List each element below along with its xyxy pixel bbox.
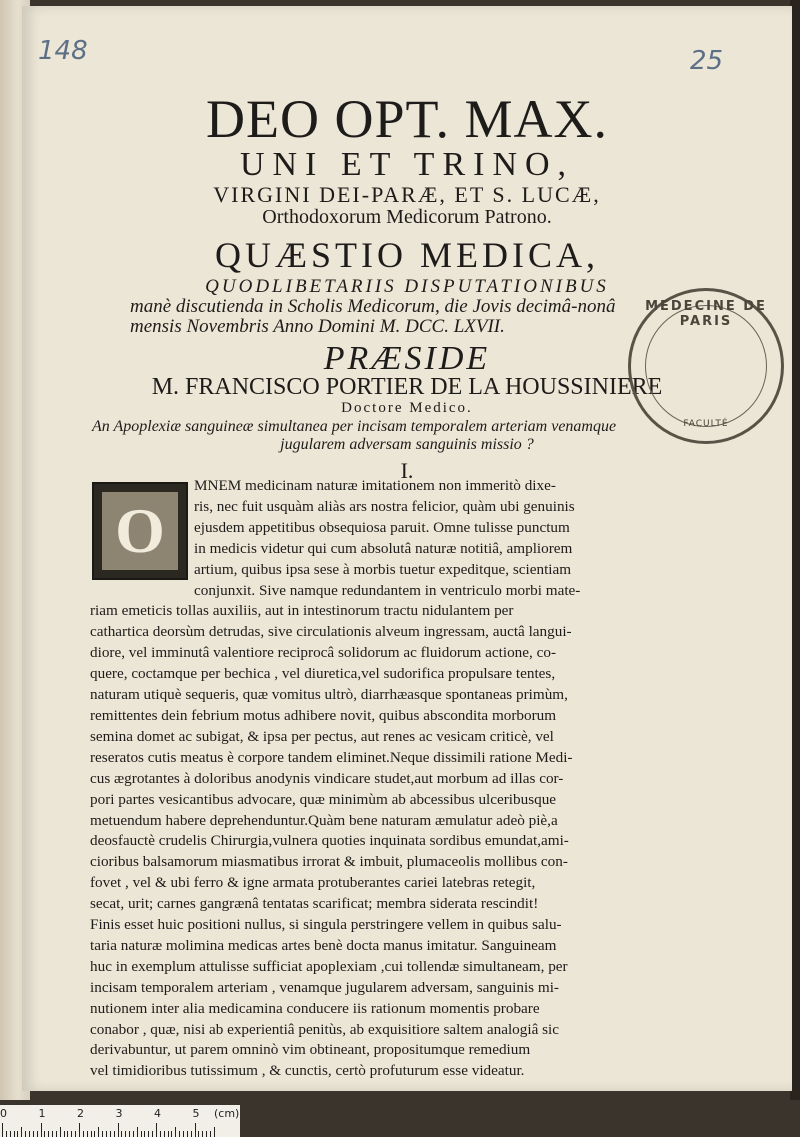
margin-note-right: 25 (690, 46, 724, 76)
body-line: huc in exemplum attulisse sufficiat apoplexiam ,cui tollendæ simultaneam, per (90, 957, 568, 975)
title-line-3: VIRGINI DEI-PARÆ, ET S. LUCÆ, (213, 182, 601, 207)
body-line: in medicis videtur qui cum absolutâ naturæ notitiâ, ampliorem (194, 539, 573, 557)
ruler-tick (67, 1131, 68, 1137)
ruler-tick (152, 1131, 153, 1137)
title-line-4: Orthodoxorum Medicorum Patrono. (262, 206, 552, 228)
ruler-label: 3 (115, 1107, 123, 1120)
ruler-tick (48, 1131, 49, 1137)
body-line: ejusdem appetitibus obsequiosa paruit. Omne tulisse punctum (194, 518, 570, 536)
body-line: deosfauctè crudelis Chirurgia,vulnera quoties inquinata sordibus emundat,ami- (90, 832, 569, 850)
stamp-text: MEDECINE DE PARIS (645, 299, 767, 329)
body-line: semina domet ac subigat, & ipsa per pectus, aut renes ac vesicam criticè, vel (90, 727, 554, 745)
ruler-tick (168, 1131, 169, 1137)
library-stamp (628, 288, 784, 444)
ruler-tick (118, 1123, 119, 1137)
ruler-tick (25, 1131, 26, 1137)
title-line-5: QUÆSTIO MEDICA, (215, 235, 599, 275)
ruler-tick (110, 1131, 111, 1137)
ruler-tick (156, 1123, 157, 1137)
ruler-tick (75, 1131, 76, 1137)
ruler-tick (71, 1131, 72, 1137)
ruler-tick (106, 1131, 107, 1137)
body-line: riam emeticis tollas auxiliis, aut in intestinorum tractu nidulantem per (90, 602, 514, 620)
title-line-11: Doctore Medico. (341, 400, 473, 416)
body-line: pori partes vesicantibus advocare, quæ minimùm ab abcessibus ulceribusque (90, 790, 557, 808)
body-line: cus ægrotantes à doloribus anodynis vindicare studet,aut morbum ad illas cor- (90, 769, 564, 787)
ruler-tick (210, 1131, 211, 1137)
question-line-2: jugularem adversam sanguinis missio ? (280, 436, 534, 453)
ruler-tick (183, 1131, 184, 1137)
ruler-label: 5 (192, 1107, 200, 1120)
ruler-label: 0 (0, 1107, 7, 1120)
stamp-subtext: FACULTÉ (683, 419, 729, 429)
drop-cap-letter: O (115, 495, 165, 566)
ruler-tick (214, 1127, 215, 1137)
ruler-label: 1 (38, 1107, 46, 1120)
ruler-label: 4 (154, 1107, 161, 1120)
title-line-1: DEO OPT. MAX. (206, 89, 608, 149)
ruler-tick (44, 1131, 45, 1137)
ruler-tick (60, 1127, 61, 1137)
question-line-1: An Apoplexiæ sanguineæ simultanea per incisam temporalem arteriam venamque (92, 418, 617, 435)
ruler-tick (33, 1131, 34, 1137)
ruler-tick (56, 1131, 57, 1137)
body-line: diore, vel imminutâ valentiore reciprocâ solidorum ac fluidorum actione, co- (90, 644, 557, 662)
body-line: remittentes dein febrium motus adhibere novit, quibus abscondita morborum (90, 706, 557, 724)
margin-note-left: 148 (38, 36, 88, 66)
ruler-tick (141, 1131, 142, 1137)
body-line: naturam utiquè sequeris, quæ vomitus ultrò, diarrhæasque spontaneas primùm, (90, 686, 568, 704)
ruler-tick (198, 1131, 199, 1137)
ruler-tick (195, 1123, 196, 1137)
ruler-tick (125, 1131, 126, 1137)
body-line: conabor , quæ, nisi ab experientiâ penitùs, ab exquisitiore saltem analogiâ sic (90, 1020, 559, 1038)
ruler-tick (175, 1127, 176, 1137)
body-line: cathartica deorsùm detrudas, sive circulationis alveum ingressam, auctâ langui- (90, 623, 572, 641)
ruler-tick (64, 1131, 65, 1137)
ruler-tick (179, 1131, 180, 1137)
ruler-tick (102, 1131, 103, 1137)
body-line: artium, quibus ipsa sese à morbis tuetur expeditque, scientiam (194, 560, 572, 578)
ruler-tick (37, 1131, 38, 1137)
ruler-tick (171, 1131, 172, 1137)
body-text (90, 476, 670, 1082)
ruler-tick (79, 1123, 80, 1137)
ruler-tick (133, 1131, 134, 1137)
body-line: conjunxit. Sive namque redundantem in ventriculo morbi mate- (194, 581, 581, 599)
body-line: ris, nec fuit usquàm aliàs ars nostra felicior, quàm ubi genuinis (194, 497, 575, 515)
scale-ruler (0, 1105, 240, 1137)
ruler-tick (202, 1131, 203, 1137)
body-line: nutionem inter alia medicamina conducere iis rationum momentis probare (90, 999, 540, 1017)
body-line: cioribus balsamorum miasmatibus irrorat & imbuit, plumaceolis mollibus con- (90, 853, 568, 871)
ruler-tick (94, 1131, 95, 1137)
title-line-2: UNI ET TRINO, (239, 146, 575, 183)
title-line-6: QUODLIBETARIIS DISPUTATIONIBUS (205, 276, 609, 297)
body-line: vel timidioribus tutissimum , & cunctis, certò profuturum esse videatur. (90, 1062, 525, 1080)
ruler-tick (10, 1131, 11, 1137)
ruler-tick (98, 1127, 99, 1137)
ruler-tick (14, 1131, 15, 1137)
ruler-tick (144, 1131, 145, 1137)
title-line-10: M. FRANCISCO PORTIER DE LA HOUSSINIERE (151, 374, 663, 400)
body-line: Finis esset huic positioni nullus, si singula perstringere vellem in quibus salu- (90, 916, 562, 934)
ruler-tick (87, 1131, 88, 1137)
ruler-tick (29, 1131, 30, 1137)
ruler-tick (160, 1131, 161, 1137)
body-line: secat, urit; carnes gangrænâ tentatas scarificat; membra siderata rescindit! (90, 895, 539, 913)
body-line: fovet , vel & ubi ferro & igne armata protuberantes cariei latebras retegit, (90, 874, 536, 892)
title-line-8: mensis Novembris Anno Domini M. DCC. LXVII. (130, 316, 505, 337)
body-line: derivabuntur, ut parem omninò vim obtineant, propositumque remedium (90, 1041, 531, 1059)
ruler-tick (206, 1131, 207, 1137)
ruler-tick (2, 1123, 3, 1137)
ruler-tick (121, 1131, 122, 1137)
ruler-tick (164, 1131, 165, 1137)
ruler-label: (cm) (214, 1107, 240, 1120)
body-line: taria naturæ molimina medicas artes benè docta manus imitatur. Sanguineam (90, 936, 557, 954)
ruler-tick (148, 1131, 149, 1137)
ruler-tick (52, 1131, 53, 1137)
ruler-tick (21, 1127, 22, 1137)
body-line: metuendum habere deprehenduntur.Quàm bene naturam æmulatur adeò piè,a (90, 811, 558, 829)
body-line: reseratos cutis meatus è corpore tandem eliminet.Neque dissimili ratione Medi- (90, 748, 573, 766)
ruler-label: 2 (77, 1107, 84, 1120)
ruler-tick (191, 1131, 192, 1137)
title-line-9: PRÆSIDE (323, 340, 491, 377)
title-line-7: manè discutienda in Scholis Medicorum, die Jovis decimâ-nonâ (130, 296, 616, 317)
ruler-tick (114, 1131, 115, 1137)
ruler-tick (17, 1131, 18, 1137)
ruler-tick (137, 1127, 138, 1137)
ruler-tick (187, 1131, 188, 1137)
body-line: quere, coctamque per bechica , vel diuretica,vel sudorifica propulsare tentes, (90, 665, 556, 683)
ruler-tick (129, 1131, 130, 1137)
section-number: I. (400, 458, 414, 483)
body-line: MNEM medicinam naturæ imitationem non immeritò dixe- (194, 477, 556, 494)
ruler-tick (91, 1131, 92, 1137)
ruler-tick (41, 1123, 42, 1137)
ruler-tick (83, 1131, 84, 1137)
document-page (22, 6, 792, 1091)
ruler-tick (6, 1131, 7, 1137)
body-line: incisam temporalem arteriam , venamque jugularem adversam, sanguinis mi- (90, 978, 559, 996)
